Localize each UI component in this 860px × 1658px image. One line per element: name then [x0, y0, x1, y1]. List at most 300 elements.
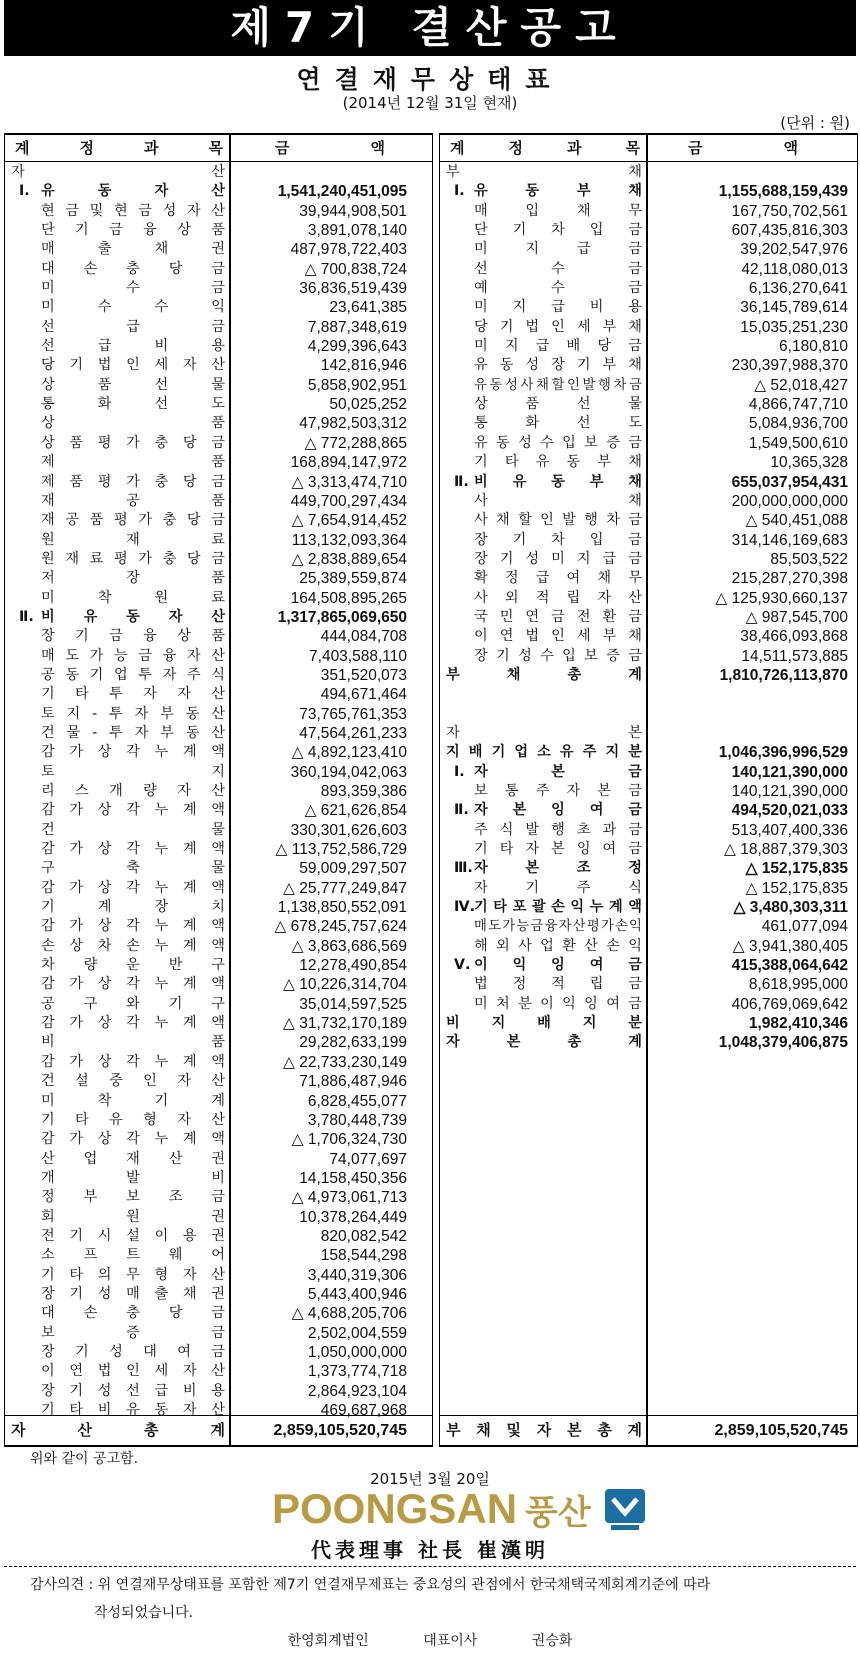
account-label: 저 장 품	[41, 570, 225, 587]
section-numeral: Ⅰ.	[454, 763, 465, 780]
account-label: 상 품 선 물	[41, 376, 225, 393]
account-amount: 415,388,064,642	[731, 957, 848, 975]
table-row	[5, 1266, 432, 1285]
account-amount: 50,025,252	[329, 396, 407, 414]
table-row	[440, 376, 857, 395]
table-row	[440, 879, 857, 898]
table-row	[5, 589, 432, 608]
table-row	[440, 221, 857, 240]
account-amount: △ 7,654,914,452	[291, 512, 407, 530]
table-row	[440, 453, 857, 472]
account-label: 정 부 보 조 금	[41, 1189, 225, 1206]
account-amount: 5,858,902,951	[307, 376, 407, 394]
account-header: 계 정 과 목	[450, 139, 640, 157]
account-label: 기 타 유 형 자 산	[41, 1111, 225, 1128]
table-row	[5, 221, 432, 240]
account-label: 단 기 차 입 금	[474, 222, 642, 239]
account-label: 기 타 유 동 부 채	[474, 454, 642, 471]
account-amount: 38,466,093,868	[740, 628, 848, 646]
account-label: 원 재 료 평 가 충 당 금	[41, 550, 225, 567]
account-amount: 406,769,069,642	[731, 995, 848, 1013]
account-label: 기 타 자 본 잉 여 금	[474, 841, 642, 858]
table-row	[440, 1014, 857, 1033]
account-label: 감 가 상 각 누 계 액	[41, 1053, 225, 1070]
account-amount: △ 125,930,660,137	[715, 589, 848, 607]
account-label: 유 동 자 산	[41, 183, 225, 200]
account-amount: △ 3,480,303,311	[733, 899, 848, 917]
assets-table	[4, 133, 433, 1447]
account-amount: △ 700,838,724	[304, 260, 407, 278]
table-row	[440, 511, 857, 530]
table-row	[5, 356, 432, 375]
account-label: 이 연 법 인 세 자 산	[41, 1363, 225, 1380]
account-label: 사 채 할 인 발 행 차 금	[474, 512, 642, 529]
account-label: 선 급 비 용	[41, 338, 225, 355]
account-label	[474, 705, 642, 724]
account-label: 유 동 성 사 채 할 인 발 행 차 금	[474, 377, 642, 393]
account-amount: 200,000,000,000	[731, 492, 848, 510]
account-amount: 10,365,328	[770, 454, 848, 472]
account-label: 자 본 총 계	[446, 1034, 642, 1051]
account-label: 상 품 평 가 충 당 금	[41, 434, 225, 451]
logo-english: POONGSAN	[272, 1485, 518, 1532]
table-row	[440, 724, 857, 743]
account-amount: 42,118,080,013	[741, 260, 848, 278]
account-label: 자 본	[446, 724, 642, 741]
auditor-rep-title: 대표이사	[423, 1633, 478, 1649]
table-row	[440, 240, 857, 259]
section-numeral: Ⅱ.	[454, 802, 469, 819]
account-amount: △ 18,887,379,303	[724, 841, 848, 859]
account-amount: 2,502,004,559	[307, 1324, 407, 1342]
company-mark-icon	[603, 1487, 647, 1531]
table-row	[5, 1111, 432, 1130]
account-amount: 12,278,490,854	[299, 957, 407, 975]
table-row	[440, 492, 857, 511]
account-label: 자 본 조 정	[474, 860, 642, 877]
statement-title: 연결재무상태표	[296, 65, 564, 94]
account-label: 대 손 충 당 금	[41, 260, 225, 277]
table-row	[440, 763, 857, 782]
account-amount: 113,132,093,364	[291, 531, 407, 549]
account-label: 당 기 법 인 세 부 채	[474, 318, 642, 335]
account-label: 미 수 수 익	[41, 299, 225, 316]
account-label: 감 가 상 각 누 계 액	[41, 841, 225, 858]
logo-korean: 풍산	[525, 1492, 591, 1533]
account-amount: △ 152,175,835	[745, 860, 848, 878]
account-label: 장 기 성 대 여 금	[41, 1343, 225, 1360]
table-row	[5, 1382, 432, 1401]
table-row	[5, 956, 432, 975]
account-amount: 5,443,400,946	[307, 1285, 407, 1303]
table-row	[5, 917, 432, 936]
account-label: 차 량 운 반 구	[41, 957, 225, 974]
account-amount: 461,077,094	[761, 918, 848, 936]
account-amount: 1,046,396,996,529	[718, 744, 848, 762]
account-label: 자 본 잉 여 금	[474, 802, 642, 819]
table-row	[440, 279, 857, 298]
account-label: 유 동 성 수 입 보 증 금	[474, 434, 642, 451]
account-amount: △ 621,626,854	[304, 802, 407, 820]
table-row	[5, 705, 432, 724]
account-amount: 10,378,264,449	[299, 1208, 407, 1226]
account-amount: 444,084,708	[320, 628, 407, 646]
account-amount: △ 22,733,230,149	[283, 1053, 407, 1071]
table-row	[5, 492, 432, 511]
section-numeral: Ⅱ.	[454, 473, 469, 490]
account-label: 해 외 사 업 환 산 손 익	[474, 937, 642, 954]
table-row	[5, 1324, 432, 1343]
account-label: 유 동 성 장 기 부 채	[474, 357, 642, 374]
account-label: 전 기 시 설 이 용 권	[41, 1227, 225, 1244]
account-label: 예 수 금	[474, 280, 642, 297]
account-label: 감 가 상 각 누 계 액	[41, 976, 225, 993]
table-row	[5, 1014, 432, 1033]
account-amount: 14,158,450,356	[299, 1169, 407, 1187]
account-amount: 59,009,297,507	[299, 860, 407, 878]
section-numeral: Ⅰ.	[19, 183, 30, 200]
account-amount: 74,077,697	[329, 1150, 407, 1168]
account-amount: 360,194,042,063	[290, 763, 407, 781]
table-row	[5, 163, 432, 182]
assets-total-row	[5, 1415, 432, 1445]
table-row	[440, 260, 857, 279]
table-row	[5, 1246, 432, 1265]
table-row	[5, 685, 432, 704]
table-row	[440, 202, 857, 221]
account-label: 미 지 급 배 당 금	[474, 338, 642, 355]
account-label: 통 화 선 도	[474, 415, 642, 432]
account-amount: 73,765,761,353	[299, 705, 407, 723]
table-row	[440, 627, 857, 646]
account-amount: 1,138,850,552,091	[277, 899, 407, 917]
assets-total-amount: 2,859,105,520,745	[273, 1422, 407, 1439]
account-label: 매 도 가 능 금 융 자 산 평 가 손 익	[474, 919, 642, 935]
table-row	[440, 318, 857, 337]
account-amount: △ 31,732,170,189	[283, 1015, 407, 1033]
table-row	[440, 917, 857, 936]
account-label: 제 품	[41, 454, 225, 471]
account-label: 기 타 투 자 자 산	[41, 686, 225, 703]
table-row	[440, 840, 857, 859]
table-row	[5, 1053, 432, 1072]
account-label: 산 업 재 산 권	[41, 1150, 225, 1167]
account-label: 선 수 금	[474, 260, 642, 277]
auditor-firm: 한영회계법인	[287, 1633, 369, 1649]
account-amount: △ 772,288,865	[304, 434, 407, 452]
assets-table-header	[5, 135, 432, 162]
account-amount: 25,389,559,874	[299, 570, 407, 588]
publication-date: 2015년 3월 20일	[370, 1470, 490, 1488]
account-amount: 351,520,073	[320, 666, 407, 684]
account-label: 미 착 원 료	[41, 589, 225, 606]
account-label: 매 입 채 무	[474, 202, 642, 219]
table-row	[440, 356, 857, 375]
account-label: 매 출 채 권	[41, 241, 225, 258]
table-row	[440, 685, 857, 704]
account-amount: 14,511,573,885	[741, 647, 848, 665]
statement-date: (2014년 12월 31일 현재)	[342, 94, 518, 112]
account-amount: 1,982,410,346	[748, 1015, 848, 1033]
account-amount: 36,836,519,439	[299, 280, 407, 298]
account-amount: 4,299,396,643	[307, 338, 407, 356]
account-label: 국 민 연 금 전 환 금	[474, 608, 642, 625]
account-label: 부 채 총 계	[446, 666, 642, 683]
account-amount: 2,864,923,104	[307, 1382, 407, 1400]
account-label: 감 가 상 각 누 계 액	[41, 918, 225, 935]
table-row	[440, 1033, 857, 1052]
account-label: 미 착 기 계	[41, 1092, 225, 1109]
account-amount: 314,146,169,683	[731, 531, 848, 549]
account-label: 리 스 개 량 자 산	[41, 783, 225, 799]
account-label: 감 가 상 각 누 계 액	[41, 802, 225, 819]
account-label: 제 품 평 가 충 당 금	[41, 473, 225, 490]
table-row	[5, 1227, 432, 1246]
table-row	[5, 550, 432, 569]
table-row	[440, 337, 857, 356]
table-row	[440, 550, 857, 569]
divider	[4, 1566, 856, 1567]
table-row	[5, 1362, 432, 1381]
account-label: 상 품 선 물	[474, 396, 642, 413]
table-row	[5, 1343, 432, 1362]
table-row	[5, 395, 432, 414]
account-label: 자 산	[11, 164, 225, 180]
account-label: 사 채	[474, 492, 642, 509]
table-row	[440, 782, 857, 801]
account-label: 공 구 와 기 구	[41, 995, 225, 1012]
account-label: 지 배 기 업 소 유 주 지 분	[446, 744, 642, 761]
account-amount: 494,671,464	[320, 686, 407, 704]
table-row	[5, 608, 432, 627]
account-label: 선 급 금	[41, 318, 225, 335]
section-numeral: Ⅳ.	[454, 899, 475, 916]
table-row	[5, 1188, 432, 1207]
section-numeral: Ⅴ.	[454, 957, 471, 974]
table-row	[440, 801, 857, 820]
table-row	[440, 182, 857, 201]
table-row	[5, 937, 432, 956]
account-amount: 513,407,400,336	[731, 821, 848, 839]
account-label: 토 지 - 투 자 부 동 산	[41, 705, 225, 722]
table-row	[5, 724, 432, 743]
table-row	[5, 975, 432, 994]
account-label: 통 화 선 도	[41, 396, 225, 413]
account-label: 부 채	[446, 164, 642, 180]
account-amount: 1,050,000,000	[307, 1343, 407, 1361]
account-amount: △ 3,313,474,710	[291, 473, 407, 491]
account-label: 대 손 충 당 금	[41, 1305, 225, 1322]
account-amount: 47,982,503,312	[299, 415, 407, 433]
account-label: 손 상 차 손 누 계 액	[41, 937, 225, 954]
account-label: 미 수 금	[41, 280, 225, 297]
account-amount: △ 3,941,380,405	[732, 937, 848, 955]
account-label: 장 기 차 입 금	[474, 531, 642, 548]
account-label: 상 품	[41, 415, 225, 432]
account-amount: 7,403,588,110	[309, 647, 407, 665]
account-amount: 1,317,865,069,650	[277, 608, 407, 626]
account-label: 단 기 금 융 상 품	[41, 222, 225, 239]
account-amount: △ 987,545,700	[745, 608, 848, 626]
account-label: 재 공 품 평 가 충 당 금	[41, 512, 225, 529]
table-row	[440, 898, 857, 917]
table-row	[5, 627, 432, 646]
account-amount: 71,886,487,946	[299, 1073, 407, 1091]
table-row	[5, 859, 432, 878]
table-row	[440, 956, 857, 975]
account-amount: △ 25,777,249,847	[283, 879, 407, 897]
table-row	[440, 163, 857, 182]
account-label: 회 원 권	[41, 1208, 225, 1225]
account-amount: 140,121,390,000	[731, 783, 848, 800]
account-label: 기 타 포 괄 손 익 누 계 액	[474, 899, 642, 916]
liabilities-table-header	[440, 135, 857, 162]
account-label: 장 기 성 수 입 보 증 금	[474, 647, 642, 664]
table-row	[5, 743, 432, 762]
account-amount: 6,136,270,641	[748, 280, 848, 298]
account-label: 미 지 급 금	[474, 241, 642, 258]
table-row	[5, 376, 432, 395]
account-amount: △ 52,018,427	[754, 376, 848, 394]
amount-header: 금 액	[275, 139, 385, 157]
account-amount: 607,435,816,303	[731, 222, 848, 240]
account-amount: 168,894,147,972	[290, 454, 407, 472]
account-label: 법 정 적 립 금	[474, 976, 642, 993]
account-label: 비 품	[41, 1034, 225, 1051]
table-row	[5, 801, 432, 820]
account-amount: 1,155,688,159,439	[718, 183, 848, 201]
account-label: 기 타 비 유 동 자 산	[41, 1402, 225, 1418]
account-amount: 158,544,298	[320, 1247, 407, 1265]
account-label: 건 설 중 인 자 산	[41, 1073, 225, 1090]
liabilities-equity-table	[439, 133, 858, 1447]
account-amount: 820,082,542	[320, 1227, 407, 1245]
table-row	[440, 859, 857, 878]
table-row	[5, 782, 432, 801]
account-label: 공 동 기 업 투 자 주 식	[41, 666, 225, 683]
table-row	[440, 975, 857, 994]
account-label: 보 통 주 자 본 금	[474, 783, 642, 799]
account-amount: 494,520,021,033	[731, 802, 848, 820]
table-row	[5, 453, 432, 472]
account-label: 현 금 및 현 금 성 자 산	[41, 202, 225, 219]
table-row	[5, 1169, 432, 1188]
table-row	[5, 1033, 432, 1052]
account-amount: 29,282,633,199	[299, 1034, 407, 1052]
account-amount: 7,887,348,619	[307, 318, 407, 336]
table-row	[5, 879, 432, 898]
liabilities-total-label: 부 채 및 자 본 총 계	[446, 1421, 642, 1439]
account-label: 토 지	[41, 763, 225, 780]
table-row	[5, 840, 432, 859]
account-amount: 449,700,297,434	[290, 492, 407, 510]
account-amount: 35,014,597,525	[299, 995, 407, 1013]
account-label: 건 물	[41, 821, 225, 838]
account-amount: △ 2,838,889,654	[291, 550, 407, 568]
table-row	[440, 705, 857, 724]
table-row	[5, 318, 432, 337]
liabilities-total-amount: 2,859,105,520,745	[714, 1422, 848, 1439]
table-row	[440, 937, 857, 956]
account-label: 기 계 장 치	[41, 899, 225, 916]
account-label: 건 물 - 투 자 부 동 산	[41, 724, 225, 741]
table-row	[440, 298, 857, 317]
account-amount: 3,440,319,306	[307, 1266, 407, 1284]
account-amount: 164,508,895,265	[290, 589, 407, 607]
account-amount: 230,397,988,370	[731, 357, 848, 375]
account-amount: △ 152,175,835	[745, 879, 848, 897]
account-label: 소 프 트 웨 어	[41, 1247, 225, 1264]
table-row	[440, 647, 857, 666]
table-row	[440, 666, 857, 685]
account-label: 이 익 잉 여 금	[474, 957, 642, 974]
table-row	[5, 666, 432, 685]
table-row	[5, 531, 432, 550]
account-amount: 487,978,722,403	[290, 241, 407, 259]
account-label: 감 가 상 각 누 계 액	[41, 1015, 225, 1032]
account-amount: 4,866,747,710	[748, 396, 848, 414]
table-row	[440, 608, 857, 627]
table-row	[5, 473, 432, 492]
account-amount: △ 4,973,061,713	[291, 1189, 407, 1207]
account-amount: 39,202,547,976	[740, 241, 848, 259]
table-row	[5, 434, 432, 453]
account-label: 확 정 급 여 채 무	[474, 570, 642, 587]
account-amount: △ 10,226,314,704	[283, 976, 407, 994]
table-row	[5, 821, 432, 840]
account-label: 미 처 분 이 익 잉 여 금	[474, 995, 642, 1012]
ceo-signature: 代表理事 社長 崔漢明	[311, 1538, 549, 1562]
account-label: 감 가 상 각 누 계 액	[41, 879, 225, 896]
account-label: 장 기 금 융 상 품	[41, 628, 225, 645]
account-amount: 85,503,522	[770, 550, 848, 568]
table-row	[440, 589, 857, 608]
account-amount: 1,048,379,406,875	[718, 1034, 848, 1052]
assets-rows	[5, 163, 432, 1420]
account-label	[474, 685, 642, 704]
table-row	[440, 569, 857, 588]
account-amount: 142,816,946	[320, 357, 407, 375]
account-label: 장 기 성 미 지 급 금	[474, 550, 642, 567]
account-amount: 469,687,968	[320, 1402, 407, 1419]
account-label: 자 기 주 식	[474, 879, 642, 896]
account-label: 원 재 료	[41, 531, 225, 548]
amount-header: 금 액	[688, 139, 798, 157]
account-amount: △ 4,688,205,706	[291, 1305, 407, 1323]
account-label: 자 본 금	[474, 763, 642, 780]
table-row	[5, 202, 432, 221]
audit-opinion-line1: 감사의견 : 위 연결재무상태표를 포함한 제7기 연결재무제표는 중요성의 관점에서 한국채택국제회계기준에 따라	[30, 1577, 711, 1593]
table-row	[5, 1304, 432, 1323]
table-row	[440, 821, 857, 840]
table-row	[5, 763, 432, 782]
table-row	[5, 260, 432, 279]
auditor-rep-name: 권승화	[531, 1633, 573, 1649]
account-amount: △ 540,451,088	[745, 512, 848, 530]
account-amount: △ 1,706,324,730	[291, 1131, 407, 1149]
account-label: 미 지 급 비 용	[474, 299, 642, 316]
table-row	[440, 395, 857, 414]
account-label: 재 공 품	[41, 492, 225, 509]
company-logo	[272, 1486, 647, 1532]
table-row	[440, 995, 857, 1014]
account-label: 비 지 배 지 분	[446, 1015, 642, 1032]
table-row	[5, 569, 432, 588]
table-row	[440, 743, 857, 762]
account-amount: 1,541,240,451,095	[277, 183, 407, 201]
account-amount: 330,301,626,603	[290, 821, 407, 839]
table-row	[5, 337, 432, 356]
